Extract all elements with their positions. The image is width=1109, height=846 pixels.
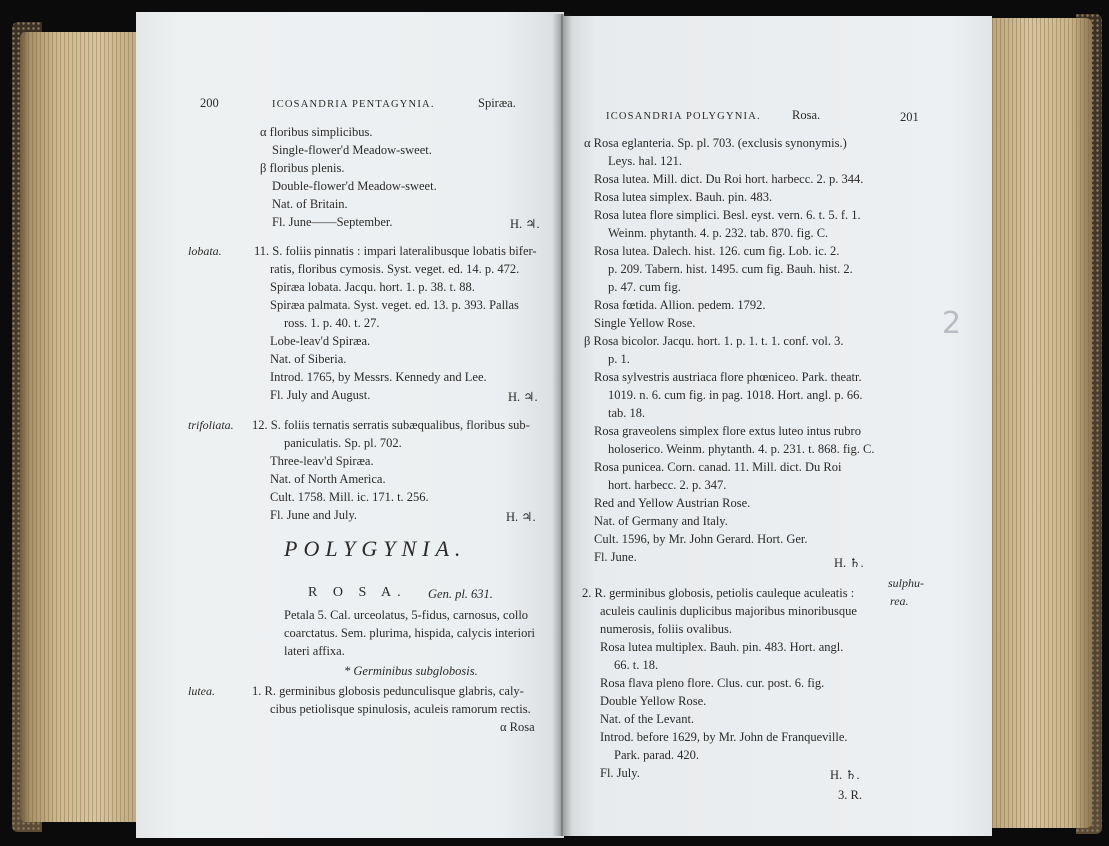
text-line: numerosis, foliis ovalibus. — [600, 622, 732, 636]
text-line: Rosa punicea. Corn. canad. 11. Mill. dict. Du Roi — [594, 460, 842, 474]
text-line: p. 1. — [608, 352, 630, 366]
text-line: 1. R. germinibus globosis pedunculisque glabris, caly- — [252, 684, 524, 698]
text-line: Fl. July. — [600, 766, 640, 780]
margin-note: lutea. — [188, 684, 215, 698]
text-line: p. 47. cum fig. — [608, 280, 681, 294]
text-line: Single Yellow Rose. — [594, 316, 696, 330]
text-line: Spiræa palmata. Syst. veget. ed. 13. p. 393. Pallas — [270, 298, 519, 312]
text-line: Rosa graveolens simplex flore extus luteo intus rubro — [594, 424, 861, 438]
text-line: Rosa flava pleno flore. Clus. cur. post. 6. fig. — [600, 676, 825, 690]
text-line: H. ♃. — [510, 217, 540, 231]
text-line: Single-flower'd Meadow-sweet. — [272, 143, 432, 157]
text-line: Three-leav'd Spiræa. — [270, 454, 374, 468]
text-line: tab. 18. — [608, 406, 646, 420]
running-head-genus: Rosa. — [792, 108, 821, 122]
text-line: 2. R. germinibus globosis, petiolis cauleque aculeatis : — [582, 586, 855, 600]
text-line: 66. t. 18. — [614, 658, 659, 672]
text-line: Rosa lutea simplex. Bauh. pin. 483. — [594, 190, 773, 204]
text-line: Introd. 1765, by Messrs. Kennedy and Lee. — [270, 370, 487, 384]
text-line: Rosa lutea. Dalech. hist. 126. cum fig. Lob. ic. 2. — [594, 244, 840, 258]
left-page-edges — [20, 32, 148, 822]
text-line: H. ♃. — [508, 390, 538, 404]
text-line: p. 209. Tabern. hist. 1495. cum fig. Bauh. hist. 2. — [608, 262, 853, 276]
text-line: Double-flower'd Meadow-sweet. — [272, 179, 437, 193]
text-line: Rosa lutea. Mill. dict. Du Roi hort. harbecc. 2. p. 344. — [594, 172, 864, 186]
text-line: 11. S. foliis pinnatis : impari lateralibusque lobatis bifer- — [254, 244, 537, 258]
text-line: Fl. June and July. — [270, 508, 358, 522]
text-line: Rosa fœtida. Allion. pedem. 1792. — [594, 298, 766, 312]
running-head: ICOSANDRIA PENTAGYNIA. — [272, 99, 435, 110]
text-line: Cult. 1596, by Mr. John Gerard. Hort. Ger. — [594, 532, 808, 546]
section-heading: POLYGYNIA. — [284, 536, 467, 561]
text-line: Double Yellow Rose. — [600, 694, 707, 708]
text-line: * Germinibus subglobosis. — [344, 664, 478, 678]
text-line: Fl. June——September. — [272, 215, 393, 229]
text-line: ross. 1. p. 40. t. 27. — [284, 316, 380, 330]
text-line: coarctatus. Sem. plurima, hispida, calycis interiori — [284, 626, 535, 640]
text-line: α floribus simplicibus. — [260, 125, 373, 139]
text-line: Nat. of Germany and Italy. — [594, 514, 728, 528]
text-line: lateri affixa. — [284, 644, 345, 658]
text-line: Rosa lutea flore simplici. Besl. eyst. vern. 6. t. 5. f. 1. — [594, 208, 861, 222]
text-line: β floribus plenis. — [260, 161, 345, 175]
text-line: H. ♃. — [506, 510, 536, 524]
text-line: Fl. June. — [594, 550, 637, 564]
text-line: Lobe-leav'd Spiræa. — [270, 334, 371, 348]
text-line: Nat. of Britain. — [272, 197, 348, 211]
text-line: Weinm. phytanth. 4. p. 232. tab. 870. fig. C. — [608, 226, 829, 240]
page-number: 201 — [900, 110, 919, 124]
text-line: β Rosa bicolor. Jacqu. hort. 1. p. 1. t. 1. conf. vol. 3. — [584, 334, 844, 348]
text-line: Cult. 1758. Mill. ic. 171. t. 256. — [270, 490, 429, 504]
text-line: Fl. July and August. — [270, 388, 371, 402]
right-page-edges — [988, 18, 1092, 828]
text-line: aculeis caulinis duplicibus majoribus minoribusque — [600, 604, 857, 618]
text-line: Red and Yellow Austrian Rose. — [594, 496, 751, 510]
text-line: paniculatis. Sp. pl. 702. — [284, 436, 402, 450]
text-line: Rosa sylvestris austriaca flore phœniceo. Park. theatr. — [594, 370, 862, 384]
genus-heading: R O S A. — [308, 585, 407, 600]
margin-note: lobata. — [188, 244, 222, 258]
open-book — [12, 10, 1102, 840]
text-line: ratis, floribus cymosis. Syst. veget. ed. 14. p. 472. — [270, 262, 520, 276]
text-line: Leys. hal. 121. — [608, 154, 682, 168]
text-line: Park. parad. 420. — [614, 748, 700, 762]
book-gutter — [552, 14, 572, 836]
text-line: 1019. n. 6. cum fig. in pag. 1018. Hort. angl. p. 66. — [608, 388, 863, 402]
text-line: Petala 5. Cal. urceolatus, 5-fidus, carnosus, collo — [284, 608, 529, 622]
text-line: H. ♄. — [834, 556, 864, 570]
text-line: Nat. of North America. — [270, 472, 386, 486]
text-line: Spiræa lobata. Jacqu. hort. 1. p. 38. t. 88. — [270, 280, 475, 294]
pencil-mark: 2 — [942, 306, 962, 341]
text-line: H. ♄. — [830, 768, 860, 782]
text-line: holoserico. Weinm. phytanth. 4. p. 231. t. 868. fig. C. — [608, 442, 875, 456]
margin-note: trifoliata. — [188, 418, 234, 432]
text-line: Nat. of the Levant. — [600, 712, 695, 726]
text-line: cibus petiolisque spinulosis, aculeis ramorum rectis. — [270, 702, 531, 716]
text-line: Gen. pl. 631. — [428, 587, 493, 601]
text-line: Introd. before 1629, by Mr. John de Franqueville. — [600, 730, 848, 744]
page-number: 200 — [200, 96, 219, 110]
text-line: 3. R. — [838, 788, 862, 802]
running-head: ICOSANDRIA POLYGYNIA. — [606, 111, 761, 122]
text-line: Rosa lutea multiplex. Bauh. pin. 483. Hort. angl. — [600, 640, 844, 654]
text-line: α Rosa — [500, 720, 535, 734]
text-line: Nat. of Siberia. — [270, 352, 347, 366]
running-head-genus: Spiræa. — [478, 96, 516, 110]
right-page — [560, 16, 992, 836]
left-page — [136, 12, 564, 838]
text-line: hort. harbecc. 2. p. 347. — [608, 478, 727, 492]
text-line: α Rosa eglanteria. Sp. pl. 703. (exclusis synonymis.) — [584, 136, 847, 150]
margin-note: rea. — [890, 594, 909, 608]
margin-note: sulphu- — [888, 576, 924, 590]
text-line: 12. S. foliis ternatis serratis subæqualibus, floribus sub- — [252, 418, 530, 432]
